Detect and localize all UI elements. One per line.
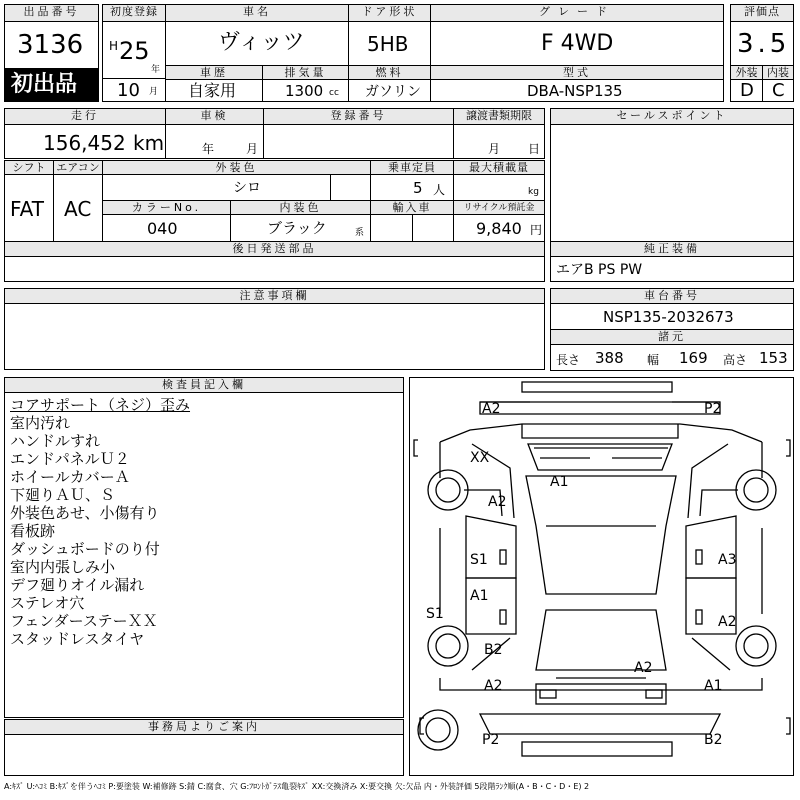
- mark-fender-left: A2: [488, 494, 507, 510]
- note-line: デフ廻りオイル漏れ: [10, 576, 145, 594]
- notes-box: [4, 303, 545, 370]
- transfer-box: [453, 124, 545, 159]
- disp-unit: cc: [329, 88, 339, 98]
- length: 388: [595, 349, 624, 367]
- note-line: コアサポート（ネジ）歪み: [10, 396, 191, 414]
- ext-label: 外装: [730, 65, 763, 80]
- note-line: 室内内張しみ小: [10, 558, 116, 576]
- displacement: 1300: [285, 82, 324, 100]
- history: 自家用: [188, 81, 237, 100]
- score: 3.5: [737, 29, 791, 59]
- first-listing-badge: [4, 68, 99, 102]
- mark-xx: XX: [470, 450, 490, 466]
- transfer-day-unit: 日: [528, 142, 541, 156]
- ext-grade: D: [740, 80, 754, 101]
- year-unit: 年: [151, 65, 161, 75]
- capacity-box: [370, 174, 454, 201]
- reg-label: 初度登録: [102, 4, 166, 22]
- load-box: [453, 174, 545, 201]
- equip-label: 純正装備: [550, 241, 794, 257]
- note-line: 下廻りＡＵ、Ｓ: [10, 486, 116, 504]
- recycle: 9,840: [476, 219, 522, 238]
- mark-bottom-b2: B2: [704, 732, 723, 748]
- disp-box: [262, 79, 349, 102]
- note-line: ダッシュボードのり付: [10, 540, 160, 558]
- colorno-label: カラーNo.: [102, 200, 231, 215]
- score-box: [730, 21, 794, 66]
- lot-label: 出品番号: [4, 4, 99, 22]
- ac: AC: [64, 197, 92, 221]
- mark-a2-right: A2: [718, 614, 737, 630]
- mileage-label: 走行: [4, 108, 166, 125]
- capacity-label: 乗車定員: [370, 160, 454, 175]
- interior-unit: 系: [355, 228, 365, 238]
- chassis-box: [550, 303, 794, 330]
- interior-box: [230, 214, 371, 242]
- inspector-notes-box: [4, 392, 404, 718]
- colorno: 040: [147, 219, 178, 238]
- mark-bottom-p2: P2: [482, 732, 500, 748]
- int-grade: C: [772, 80, 785, 101]
- recycle-box: [453, 214, 545, 242]
- inspect-year-unit: 年: [202, 142, 215, 156]
- recycle-unit: 円: [530, 223, 543, 237]
- shift: FAT: [10, 197, 45, 221]
- fuel-box: [348, 79, 431, 102]
- ac-label: エアコン: [53, 160, 103, 175]
- chassis-label: 車台番号: [550, 288, 794, 304]
- mark-s1-left: S1: [470, 552, 488, 568]
- mark-b2-left: B2: [484, 642, 503, 658]
- note-line: ホイールカバーＡ: [10, 468, 130, 486]
- int-label: 内装: [762, 65, 794, 80]
- grade-label: グレード: [430, 4, 724, 22]
- mark-front-right: P2: [704, 401, 722, 417]
- car-name: ヴィッツ: [218, 30, 305, 55]
- mileage-unit: km: [133, 131, 165, 155]
- import-box-2: [412, 214, 454, 242]
- note-line: フェンダーステーＸＸ: [10, 612, 158, 630]
- recycle-label: リサイクル預託金: [453, 200, 545, 215]
- reg-month: 10: [117, 80, 140, 101]
- colorno-box: [102, 214, 231, 242]
- color-extra-box: [330, 174, 371, 201]
- ac-box: [53, 174, 103, 242]
- regno-label: 登録番号: [263, 108, 454, 125]
- name-label: 車名: [165, 4, 349, 22]
- height-label: 高さ: [723, 353, 748, 367]
- mark-rear-a2: A2: [484, 678, 503, 694]
- history-label: 車歴: [165, 65, 263, 80]
- header-section: [4, 4, 794, 102]
- shift-box: [4, 174, 54, 242]
- sales-point-box: [550, 124, 794, 242]
- mileage-box: [4, 124, 166, 159]
- door-label: ドア形状: [348, 4, 431, 22]
- load-unit: kg: [528, 187, 539, 197]
- height: 153: [759, 349, 788, 367]
- color-box: [102, 174, 331, 201]
- name-box: [165, 21, 349, 66]
- era: H: [109, 39, 119, 53]
- capacity-unit: 人: [433, 183, 446, 197]
- office-notice-label: 事務局よりご案内: [4, 719, 404, 735]
- lot-number: 3136: [17, 30, 84, 60]
- equipment: エアB PS PW: [556, 262, 643, 278]
- fuel: ガソリン: [365, 84, 421, 100]
- capacity: 5: [413, 179, 423, 197]
- first-listing-text: 初出品: [11, 72, 78, 97]
- score-label: 評価点: [730, 4, 794, 22]
- transfer-month-unit: 月: [488, 142, 501, 156]
- note-line: ステレオ穴: [10, 594, 85, 612]
- mark-hood: A1: [550, 474, 569, 490]
- mark-s1-outer: S1: [426, 606, 444, 622]
- inspect-box: [165, 124, 264, 159]
- office-notice-box: [4, 734, 404, 776]
- reg-year: 25: [119, 37, 150, 65]
- ext-box: [730, 79, 763, 102]
- width: 169: [679, 349, 708, 367]
- later-parts-label: 後日発送部品: [4, 241, 545, 257]
- chassis-number: NSP135-2032673: [603, 308, 734, 326]
- equip-box: [550, 256, 794, 282]
- dims-label: 諸元: [550, 329, 794, 345]
- history-box: [165, 79, 263, 102]
- grade: F 4WD: [541, 31, 614, 56]
- later-parts-box: [4, 256, 545, 282]
- mark-rear-a1: A1: [704, 678, 723, 694]
- note-line: 室内汚れ: [10, 414, 71, 432]
- legend: A:ｷｽﾞ U:ﾍｺﾐ B:ｷｽﾞを伴うﾍｺﾐ P:要塗装 W:補修跡 S:錆 C:腐食、穴 G:ﾌﾛﾝﾄｶﾞﾗｽ亀裂ｷｽﾞ XX:交換済み X:要交換 欠:欠品 内・外装評価 5段階ﾗﾝｸ順(A・B・C・D・E) 2: [4, 782, 590, 791]
- transfer-label: 譲渡書類期限: [453, 108, 545, 125]
- mileage: 156,452: [43, 131, 126, 155]
- notes-label: 注意事項欄: [4, 288, 545, 304]
- shift-label: シフト: [4, 160, 54, 175]
- import-box: [370, 214, 413, 242]
- disp-label: 排気量: [262, 65, 349, 80]
- month-unit: 月: [149, 87, 159, 97]
- import-label: 輸入車: [370, 200, 454, 215]
- mark-a1-left: A1: [470, 588, 489, 604]
- fuel-label: 燃料: [348, 65, 431, 80]
- dims-box: [550, 344, 794, 371]
- door: 5HB: [367, 32, 409, 56]
- inspect-month-unit: 月: [246, 142, 259, 156]
- model-box: [430, 79, 724, 102]
- note-line: 外装色あせ、小傷有り: [10, 504, 160, 522]
- inspector-label: 検査員記入欄: [4, 377, 404, 393]
- lot-box: [4, 21, 99, 69]
- regno-box: [263, 124, 454, 159]
- interior: ブラック: [267, 219, 327, 237]
- model-label: 型式: [430, 65, 724, 80]
- mark-roof-a2: A2: [634, 660, 653, 676]
- model: DBA-NSP135: [527, 82, 623, 100]
- reg-month-box: [102, 78, 166, 102]
- door-box: [348, 21, 431, 66]
- sales-point-label: セールスポイント: [550, 108, 794, 125]
- mark-a3-right: A3: [718, 552, 737, 568]
- load-label: 最大積載量: [453, 160, 545, 175]
- reg-year-box: [102, 21, 166, 79]
- interior-label: 内装色: [230, 200, 371, 215]
- int-box: [762, 79, 794, 102]
- width-label: 幅: [647, 353, 660, 367]
- note-line: エンドパネルＵ２: [10, 450, 130, 468]
- car-diagram-box: [409, 377, 794, 776]
- color-label: 外装色: [102, 160, 371, 175]
- length-label: 長さ: [556, 353, 581, 367]
- inspect-label: 車検: [165, 108, 264, 125]
- note-line: スタッドレスタイヤ: [10, 630, 145, 648]
- grade-box: [430, 21, 724, 66]
- car-diagram: [410, 378, 793, 775]
- note-line: ハンドルすれ: [10, 432, 101, 450]
- color: シロ: [233, 180, 261, 196]
- note-line: 看板跡: [10, 522, 56, 540]
- mark-front-left: A2: [482, 401, 501, 417]
